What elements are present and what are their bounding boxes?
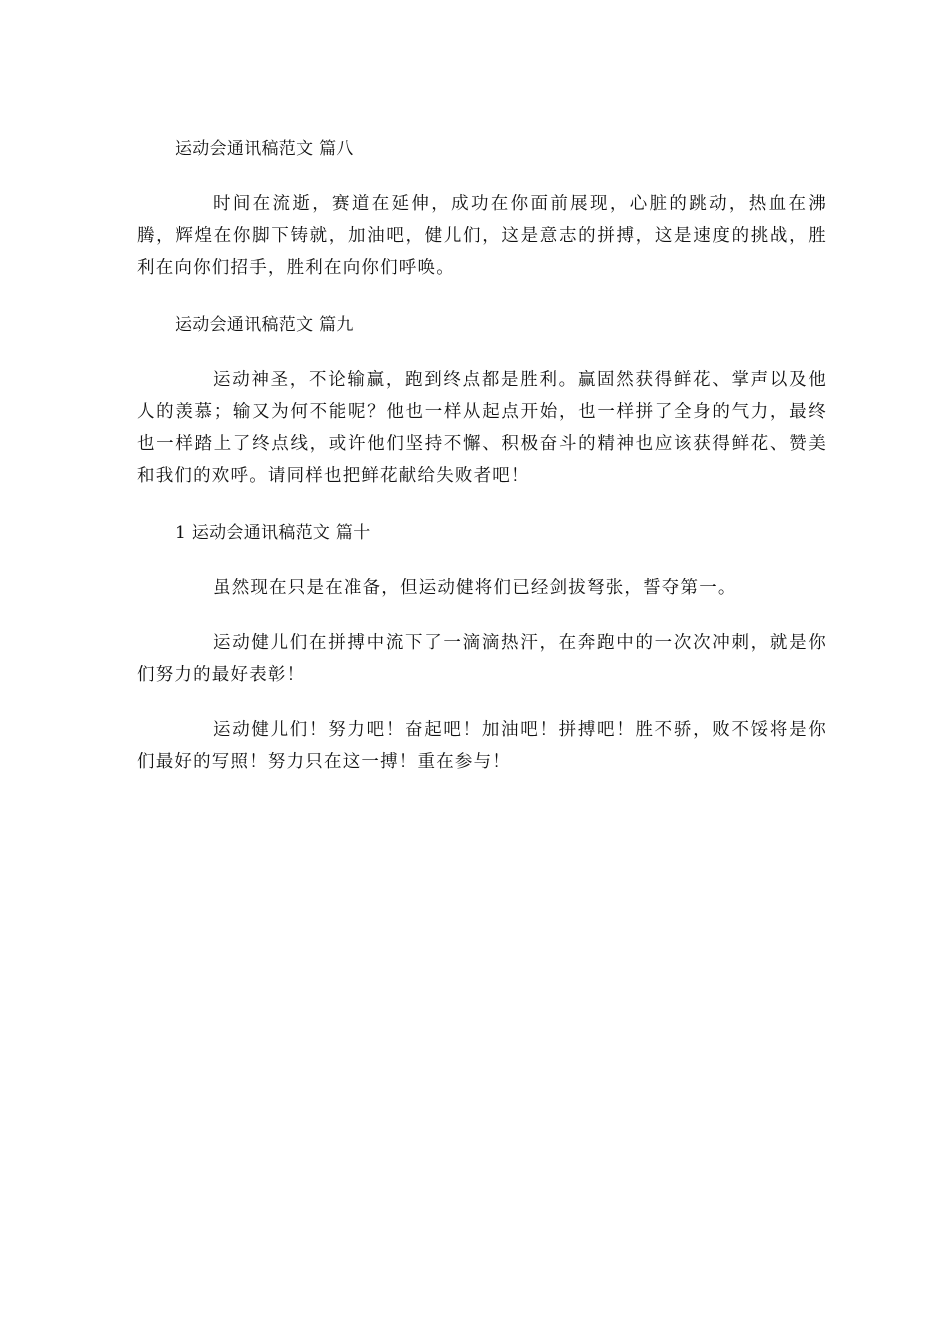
section-heading-9: 运动会通讯稿范文 篇九 bbox=[175, 315, 354, 335]
section-8-paragraph-1: 时间在流逝，赛道在延伸，成功在你面前展现，心脏的跳动，热血在沸腾，辉煌在你脚下铸就，加油吧，健儿们，这是意志的拼搏，这是速度的挑战，胜利在向你们招手，胜利在向你们呼唤。 bbox=[137, 194, 827, 278]
section-heading-10: 1 运动会通讯稿范文 篇十 bbox=[175, 523, 371, 543]
section-10-paragraph-1: 虽然现在只是在准备，但运动健将们已经剑拔弩张，誓夺第一。 bbox=[213, 578, 737, 598]
section-9-paragraph-1: 运动神圣，不论输赢，跑到终点都是胜利。赢固然获得鲜花、掌声以及他人的羡慕；输又为何不能呢？他也一样从起点开始，也一样拼了全身的气力，最终也一样踏上了终点线，或许他们坚持不懈、积极奋斗的精神也应该获得鲜花、赞美和我们的欢呼。请同样也把鲜花献给失败者吧！ bbox=[137, 370, 827, 486]
section-heading-8: 运动会通讯稿范文 篇八 bbox=[175, 139, 354, 159]
section-10-paragraph-2: 运动健儿们在拼搏中流下了一滴滴热汗，在奔跑中的一次次冲刺，就是你们努力的最好表彰！ bbox=[137, 633, 827, 685]
section-10-paragraph-3: 运动健儿们！努力吧！奋起吧！加油吧！拼搏吧！胜不骄，败不馁将是你们最好的写照！努力只在这一搏！重在参与！ bbox=[137, 720, 827, 772]
